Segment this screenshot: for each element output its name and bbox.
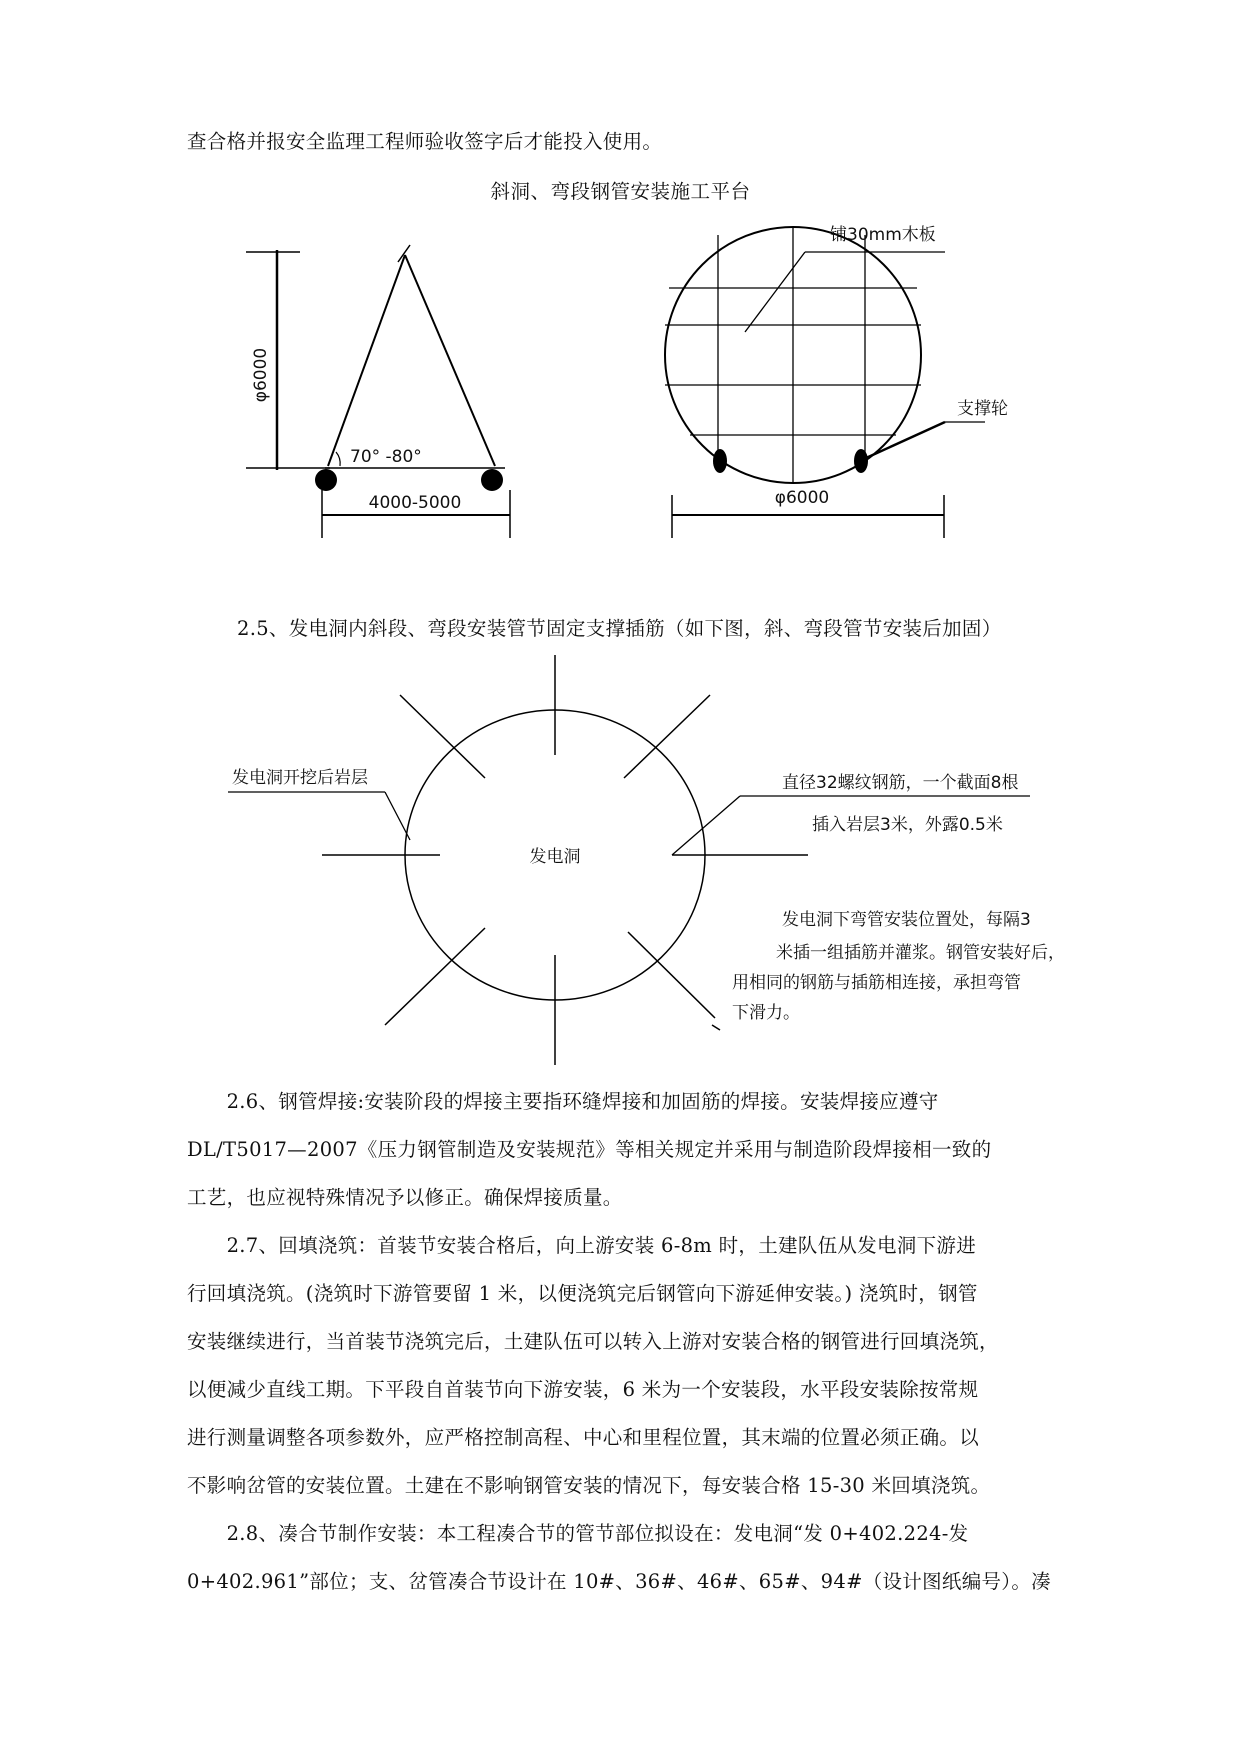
circular-deck-drawing [665, 225, 1008, 538]
base-label: 4000-5000 [368, 493, 462, 513]
section-2-7-line: 进行测量调整各项参数外，应严格控制高程、中心和里程位置，其末端的位置必须正确。以 [187, 1426, 980, 1449]
figure1-caption: 斜洞、弯段钢管安装施工平台 [490, 180, 751, 203]
section-2-8-line: 2.8、凑合节制作安装：本工程凑合节的管节部位拟设在：发电洞“发 0+402.224-发 [187, 1522, 969, 1545]
section-2-5-heading: 2.5、发电洞内斜段、弯段安装管节固定支撑插筋（如下图，斜、弯段管节安装后加固） [237, 617, 1002, 640]
rock-label: 发电洞开挖后岩层 [232, 768, 368, 788]
section-2-7-line: 以便减少直线工期。下平段自首装节向下游安装，6 米为一个安装段，水平段安装除按常规 [187, 1378, 979, 1401]
rebar-spec-line1: 直径32螺纹钢筋，一个截面8根 [782, 773, 1019, 793]
section-2-8-line: 0+402.961”部位；支、岔管凑合节设计在 10#、36#、46#、65#、94#（设计图纸编号）。凑 [187, 1570, 1051, 1593]
section-2-6-line: 2.6、钢管焊接:安装阶段的焊接主要指环缝焊接和加固筋的焊接。安装焊接应遵守 [187, 1090, 939, 1113]
section-2-6-line: 工艺，也应视特殊情况予以修正。确保焊接质量。 [187, 1186, 623, 1209]
right-wheel [481, 469, 503, 491]
figure2-diagram [0, 640, 1241, 1070]
note-line3: 用相同的钢筋与插筋相连接，承担弯管 [732, 973, 1021, 993]
figure1-diagram [0, 200, 1241, 600]
diameter-label: φ6000 [774, 488, 830, 508]
tunnel-center-label: 发电洞 [529, 847, 581, 867]
section-2-7-line: 安装继续进行，当首装节浇筑完后，土建队伍可以转入上游对安装合格的钢管进行回填浇筑， [187, 1330, 999, 1353]
top-line: 查合格并报安全监理工程师验收签字后才能投入使用。 [187, 130, 663, 153]
note-line1: 发电洞下弯管安装位置处，每隔3 [782, 910, 1031, 930]
incline-platform-drawing [246, 245, 510, 538]
tunnel-rebar-drawing [228, 655, 1065, 1065]
board-label: 铺30mm木板 [830, 225, 936, 245]
angle-label: 70° -80° [350, 447, 422, 467]
rebar-spec-line2: 插入岩层3米，外露0.5米 [812, 815, 1003, 835]
section-2-7-line: 行回填浇筑。(浇筑时下游管要留 1 米，以便浇筑完后钢管向下游延伸安装。) 浇筑时，钢管 [187, 1282, 978, 1305]
section-2-7-line: 2.7、回填浇筑：首装节安装合格后，向上游安装 6-8m 时，土建队伍从发电洞下游进 [187, 1234, 977, 1257]
note-line2: 米插一组插筋并灌浆。钢管安装好后， [776, 943, 1065, 963]
section-2-7-line: 不影响岔管的安装位置。土建在不影响钢管安装的情况下，每安装合格 15-30 米回填浇筑。 [187, 1474, 991, 1497]
section-2-6-line: DL/T5017—2007《压力钢管制造及安装规范》等相关规定并采用与制造阶段焊接相一致的 [187, 1138, 992, 1161]
section-2-7 [187, 1222, 1057, 1510]
left-wheel [315, 469, 337, 491]
support-wheel-right [854, 449, 868, 473]
section-2-6 [187, 1078, 1057, 1222]
wheel-label: 支撑轮 [957, 399, 1008, 419]
note-line4: 下滑力。 [732, 1003, 800, 1023]
height-label: φ6000 [251, 347, 271, 403]
section-2-8 [187, 1510, 1057, 1606]
support-wheel-left [713, 449, 727, 473]
